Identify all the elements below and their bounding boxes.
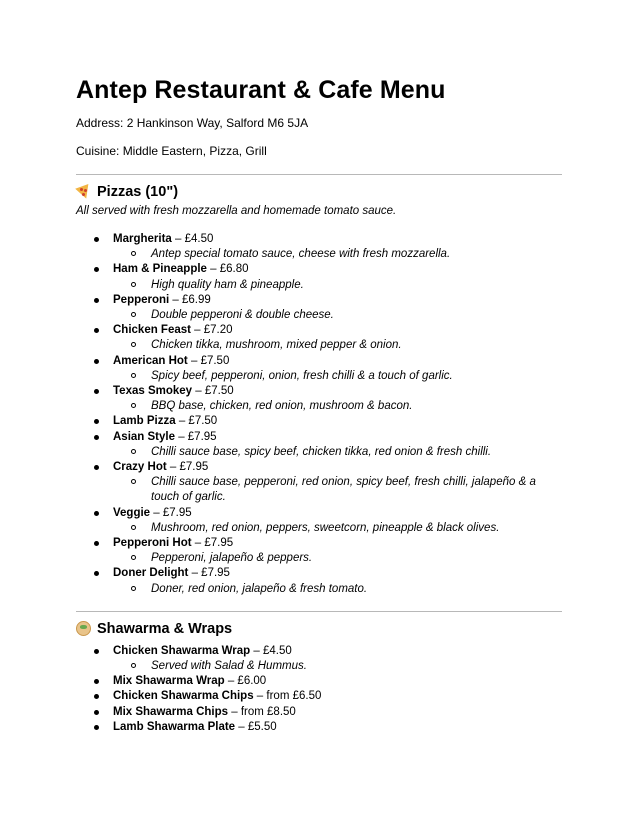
menu-item-name: Chicken Shawarma Wrap [113, 644, 251, 657]
menu-item [76, 720, 562, 735]
menu-item [76, 566, 562, 596]
menu-item [76, 674, 562, 689]
menu-item [76, 262, 562, 292]
menu-item-price: – from £6.50 [253, 690, 322, 703]
menu-item-description: Chicken tikka, mushroom, mixed pepper & onion. [113, 338, 562, 353]
menu-item-description: Pepperoni, jalapeño & peppers. [113, 551, 562, 566]
menu-item [76, 293, 562, 323]
menu-item [76, 414, 562, 429]
menu-item-description: Antep special tomato sauce, cheese with fresh mozzarella. [113, 247, 562, 262]
menu-item [76, 232, 562, 262]
cuisine-line: Cuisine: Middle Eastern, Pizza, Grill [76, 144, 267, 158]
menu-item-name: Pepperoni Hot [113, 537, 192, 550]
menu-item-name: Veggie [113, 506, 151, 519]
menu-item [76, 506, 562, 536]
menu-item-price: – £7.95 [175, 430, 217, 443]
menu-item-description: BBQ base, chicken, red onion, mushroom & bacon. [113, 399, 562, 414]
menu-item-name: Asian Style [113, 430, 175, 443]
menu-item-price: – £6.99 [169, 293, 211, 306]
pizza-icon [76, 185, 91, 200]
menu-item-price: – £4.50 [250, 644, 292, 657]
section-divider [76, 174, 562, 175]
menu-item-price: – £7.20 [190, 324, 233, 337]
menu-item-price: – £6.80 [206, 263, 249, 276]
menu-item [76, 384, 562, 414]
menu-item-description: Chilli sauce base, pepperoni, red onion, spicy beef, fresh chilli, jalapeño & a touch of garlic. [113, 475, 562, 505]
menu-item [76, 644, 562, 674]
menu-item-price: – £7.50 [187, 354, 230, 367]
menu-item-price: – £7.95 [191, 537, 234, 550]
menu-item-name: Chicken Shawarma Chips [113, 690, 254, 703]
menu-item-price: – £5.50 [235, 720, 277, 733]
menu-item [76, 460, 562, 506]
menu-item-price: – £7.95 [150, 506, 192, 519]
menu-item-name: Lamb Pizza [113, 415, 176, 428]
menu-item-name: Mix Shawarma Wrap [113, 675, 225, 688]
wrap-icon [76, 621, 91, 636]
menu-item-price: – £6.00 [224, 675, 267, 688]
menu-item-description: Double pepperoni & double cheese. [113, 308, 562, 323]
menu-item-price: – £7.50 [175, 415, 218, 428]
shawarma-list [76, 644, 562, 735]
menu-item [76, 354, 562, 384]
menu-item-description: High quality ham & pineapple. [113, 278, 562, 293]
pizzas-heading-row [76, 182, 562, 202]
pizza-list [76, 232, 562, 597]
menu-item-description: Doner, red onion, jalapeño & fresh tomato. [113, 582, 562, 597]
menu-item [76, 323, 562, 353]
menu-item-description: Chilli sauce base, spicy beef, chicken tikka, red onion & fresh chilli. [113, 445, 562, 460]
menu-item-description: Spicy beef, pepperoni, onion, fresh chilli & a touch of garlic. [113, 369, 562, 384]
shawarma-heading-row [76, 619, 562, 639]
menu-item-name: Lamb Shawarma Plate [113, 720, 236, 733]
page-title: Antep Restaurant & Cafe Menu [76, 76, 446, 104]
menu-item-name: Crazy Hot [113, 461, 167, 474]
menu-item-name: Margherita [113, 233, 172, 245]
menu-item-name: Ham & Pineapple [113, 263, 207, 276]
menu-item-name: Pepperoni [113, 293, 170, 306]
menu-item [76, 536, 562, 566]
menu-item-price: – £4.50 [171, 233, 214, 245]
address-line: Address: 2 Hankinson Way, Salford M6 5JA [76, 116, 309, 130]
menu-item-name: Doner Delight [113, 567, 189, 580]
menu-item-name: Mix Shawarma Chips [113, 705, 229, 718]
menu-item [76, 689, 562, 704]
menu-item-description: Mushroom, red onion, peppers, sweetcorn, pineapple & black olives. [113, 521, 562, 536]
section-divider [76, 611, 562, 612]
menu-item-name: American Hot [113, 354, 188, 367]
menu-item-price: – £7.95 [188, 567, 230, 580]
menu-item-price: – £7.50 [192, 385, 234, 398]
pizzas-subtitle: All served with fresh mozzarella and homemade tomato sauce. [76, 205, 397, 217]
menu-item [76, 430, 562, 460]
menu-item-description: Served with Salad & Hummus. [113, 659, 562, 674]
menu-item-price: – £7.95 [166, 461, 209, 474]
menu-item-name: Texas Smokey [113, 385, 193, 398]
menu-item-name: Chicken Feast [113, 324, 191, 337]
pizzas-heading: Pizzas (10") [97, 184, 179, 200]
menu-item-price: – from £8.50 [228, 705, 296, 718]
shawarma-section [76, 611, 562, 735]
pizzas-section [76, 174, 562, 597]
shawarma-heading: Shawarma & Wraps [97, 620, 233, 637]
menu-item [76, 705, 562, 720]
